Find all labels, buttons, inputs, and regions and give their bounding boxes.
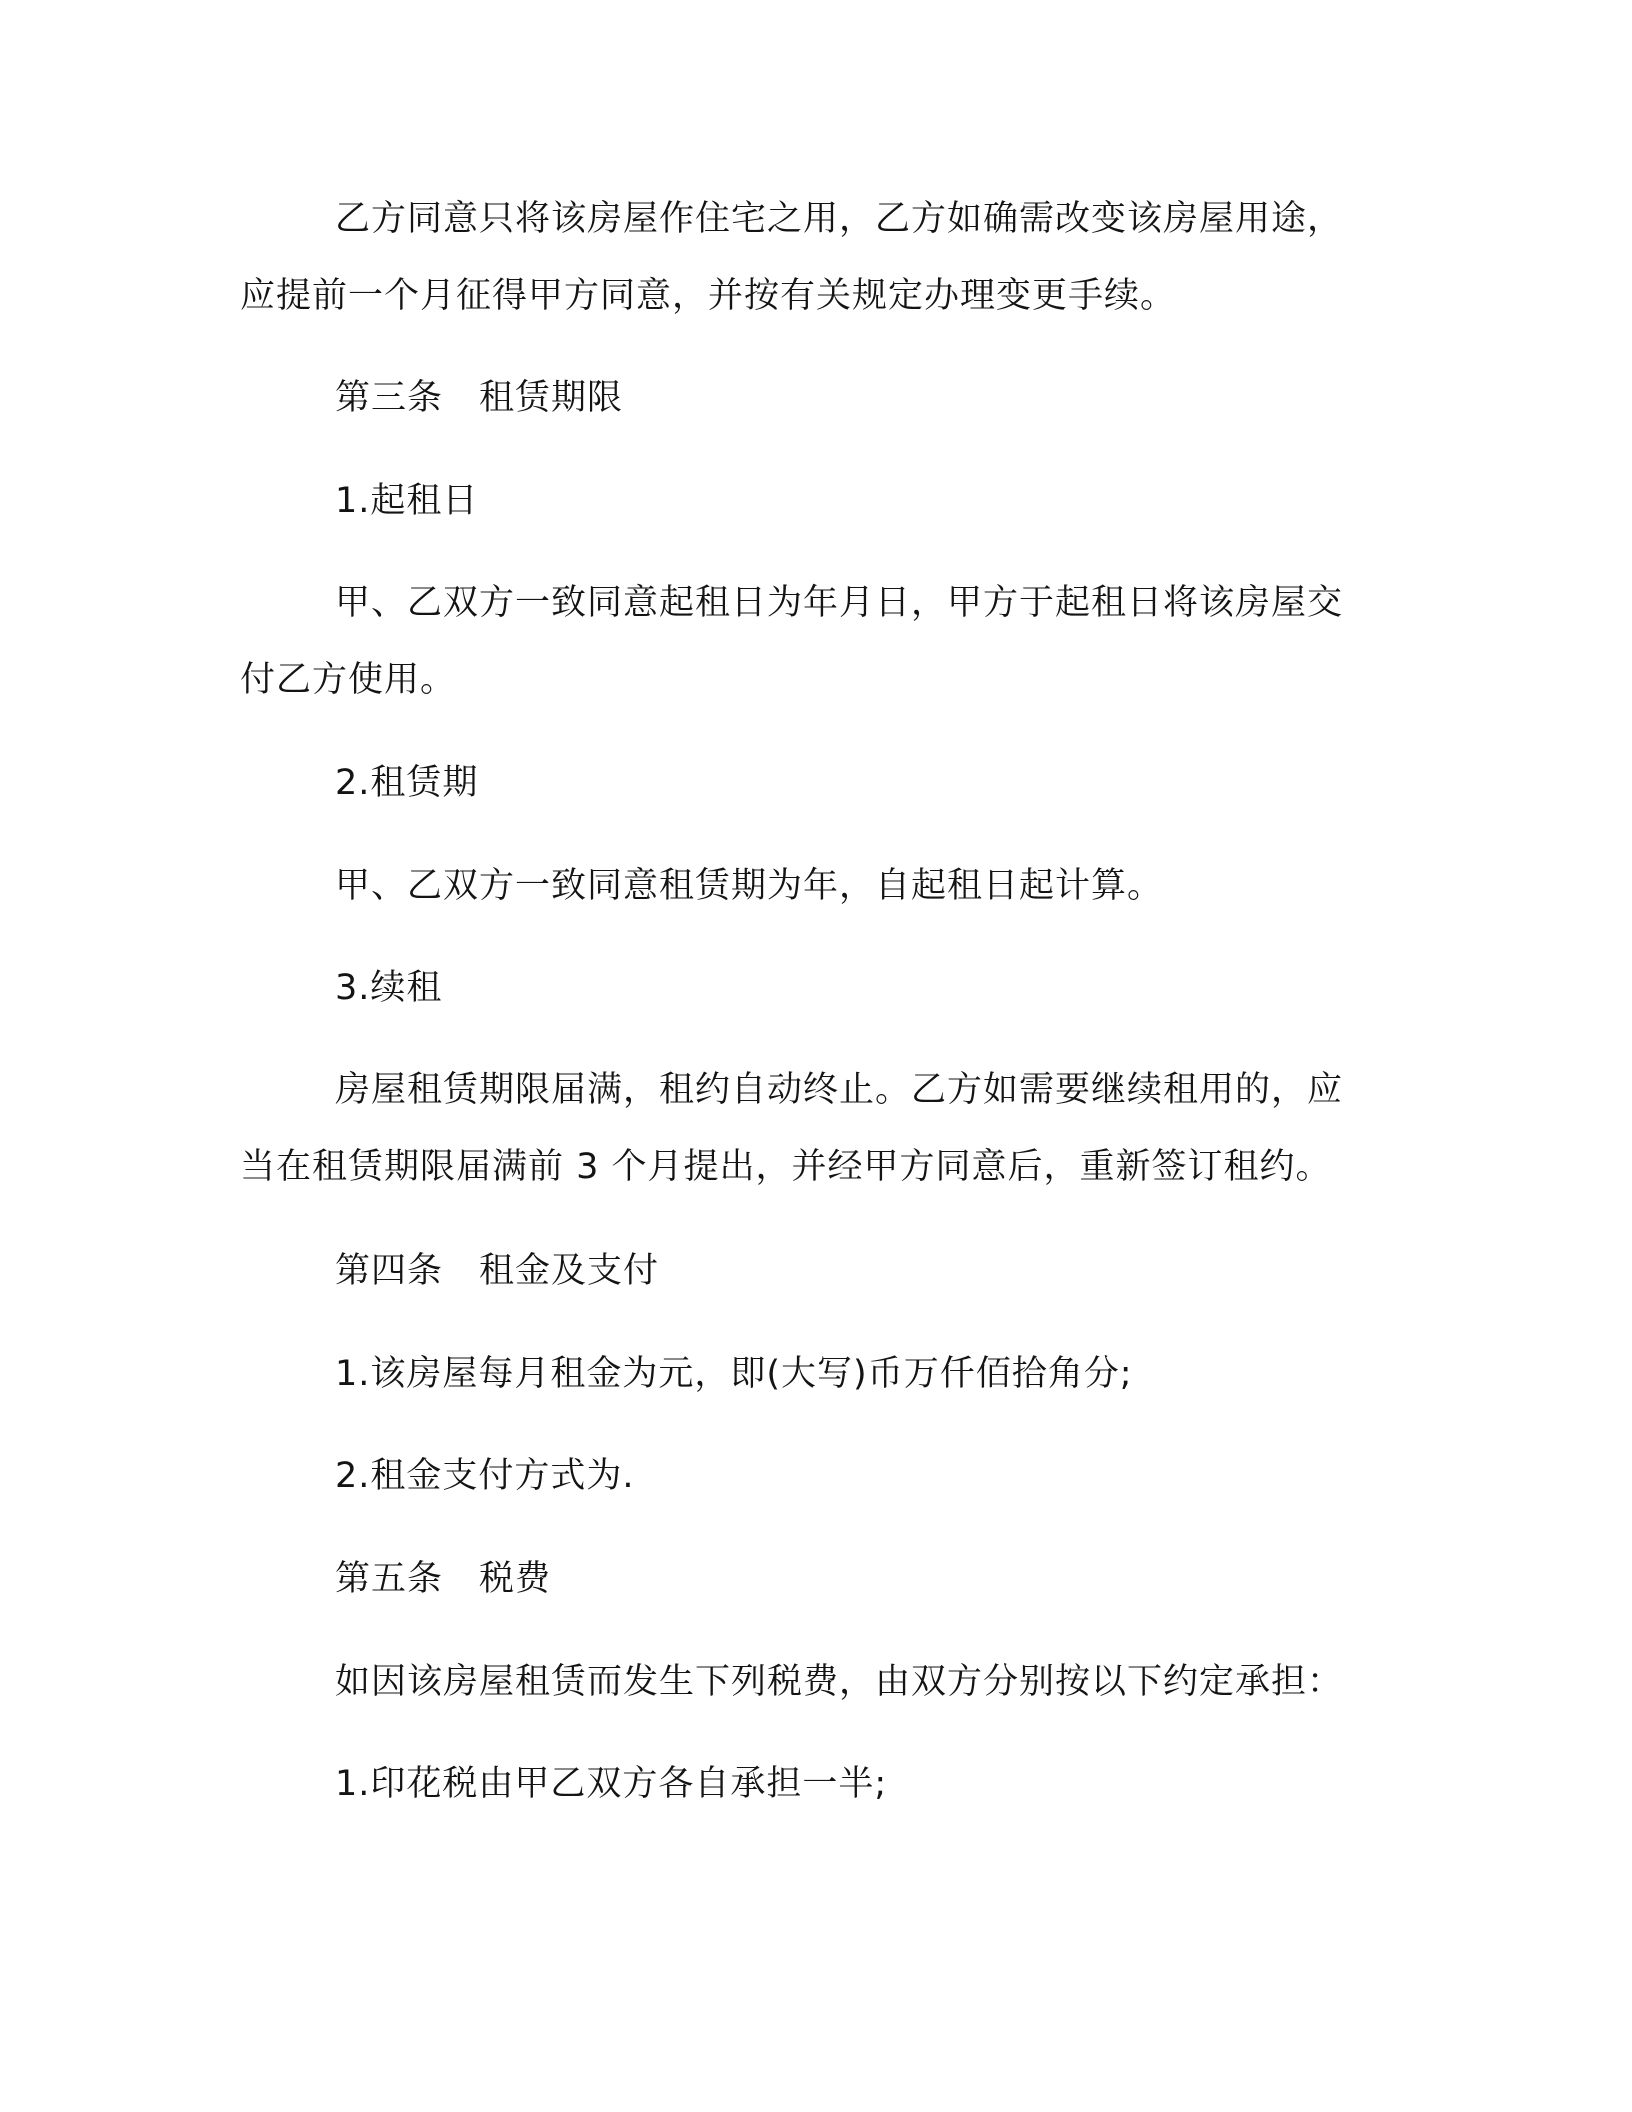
item-payment-method: 2.租金支付方式为. (335, 1456, 635, 1496)
article-3-heading (335, 374, 623, 422)
paragraph-start-date-line-1: 甲、乙双方一致同意起租日为年月日，甲方于起租日将该房屋交 (335, 583, 1344, 623)
article-4-heading (335, 1247, 659, 1295)
article-3-number: 第三条 (335, 378, 444, 418)
item-monthly-rent: 1.该房屋每月租金为元，即(大写)币万仟佰拾角分; (335, 1354, 1133, 1394)
paragraph-lease-term: 甲、乙双方一致同意租赁期为年，自起租日起计算。 (335, 866, 1164, 906)
paragraph-usage-line-1: 乙方同意只将该房屋作住宅之用，乙方如确需改变该房屋用途， (335, 199, 1344, 239)
paragraph-renewal-line-2: 当在租赁期限届满前 3 个月提出，并经甲方同意后，重新签订租约。 (240, 1147, 1332, 1187)
article-5-heading (335, 1555, 551, 1603)
article-4-number: 第四条 (335, 1251, 444, 1291)
item-start-date-label: 1.起租日 (335, 481, 479, 521)
document-page (240, 0, 1390, 2112)
item-stamp-duty: 1.印花税由甲乙双方各自承担一半; (335, 1764, 888, 1804)
article-5-number: 第五条 (335, 1559, 444, 1599)
paragraph-start-date-line-2: 付乙方使用。 (240, 660, 457, 700)
article-3-title: 租赁期限 (479, 378, 624, 418)
item-lease-term-label: 2.租赁期 (335, 763, 479, 803)
paragraph-taxes-intro: 如因该房屋租赁而发生下列税费，由双方分别按以下约定承担： (335, 1662, 1344, 1702)
article-4-title: 租金及支付 (479, 1251, 660, 1291)
paragraph-usage-line-2: 应提前一个月征得甲方同意，并按有关规定办理变更手续。 (240, 276, 1177, 316)
article-5-title: 税费 (479, 1559, 552, 1599)
item-renewal-label: 3.续租 (335, 968, 443, 1008)
paragraph-renewal-line-1: 房屋租赁期限届满，租约自动终止。乙方如需要继续租用的，应 (335, 1070, 1344, 1110)
